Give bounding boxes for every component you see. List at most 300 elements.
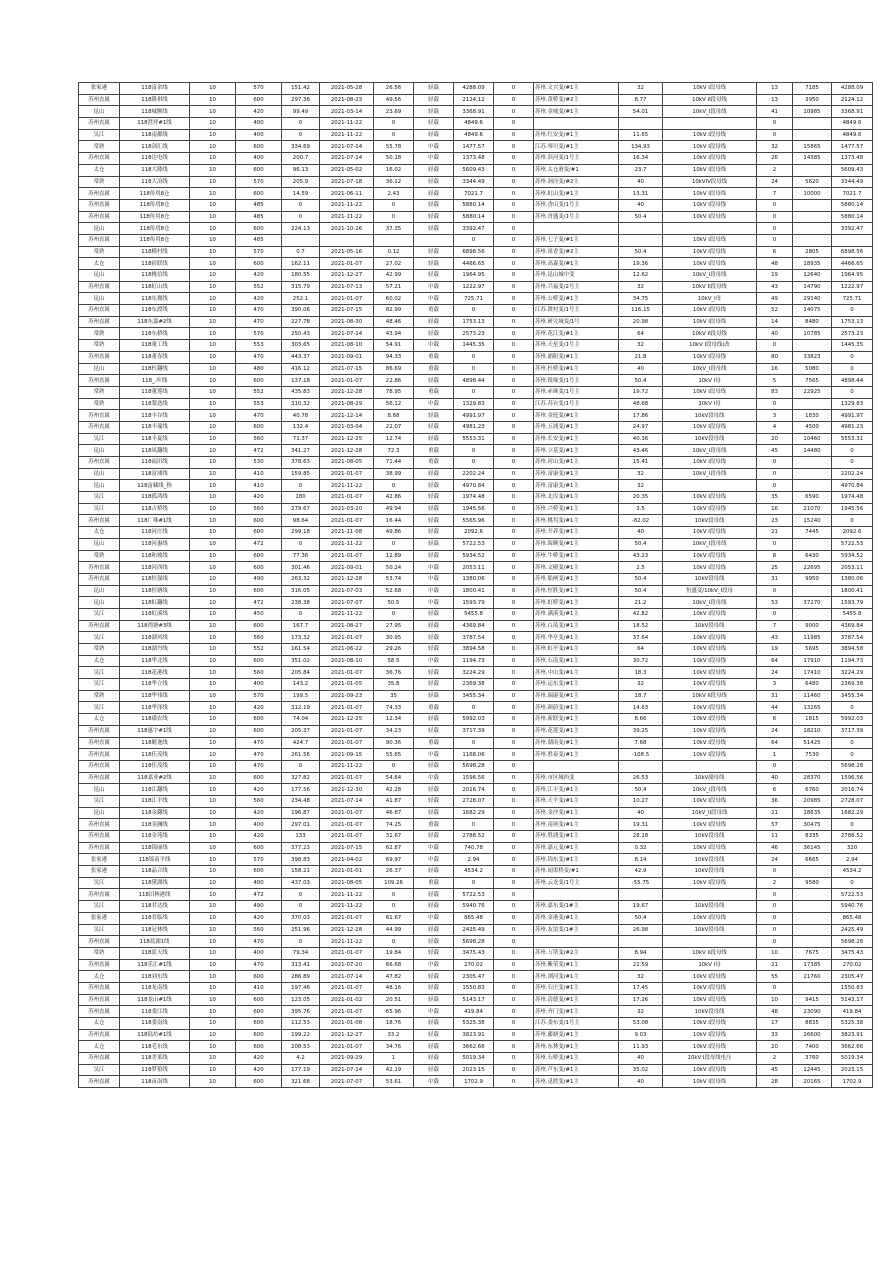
cell-region: 苏州直属 [79, 994, 120, 1006]
table-row [79, 901, 873, 913]
cell-substation: 苏州.锐缘变/1号主 [534, 375, 619, 387]
cell-max-date: 2021-07-07 [320, 1076, 374, 1088]
table-row [79, 924, 873, 936]
cell-max-date: 2021-01-07 [320, 632, 374, 644]
cell-rated-current: 480 [236, 363, 282, 375]
cell-substation: 苏州.闻渠桥变/#1 [534, 866, 619, 878]
cell-load-rate: 12.74 [374, 433, 414, 445]
cell-user-count: 11 [757, 831, 793, 843]
cell-region: 吴江 [79, 877, 120, 889]
cell-rated-current: 410 [236, 468, 282, 480]
cell-line-name: 118龙山#1线 [120, 994, 190, 1006]
cell-value-zero: 0 [494, 258, 534, 270]
cell-substation: 苏州.胜泰变/#1主 [534, 749, 619, 761]
cell-region: 吴江 [79, 667, 120, 679]
cell-rated-current: 420 [236, 807, 282, 819]
cell-load-rate: 58.5 [374, 655, 414, 667]
cell-max-date: 2021-09-23 [320, 690, 374, 702]
cell-load-rate: 0 [374, 760, 414, 772]
cell-user-count: 8 [757, 550, 793, 562]
cell-main-load: 54.01 [619, 106, 663, 118]
cell-value-zero: 0 [494, 877, 534, 889]
cell-bus-name: 10kV_I段母线 [663, 538, 757, 550]
cell-line-name: 118蓝湖1线 [120, 936, 190, 948]
cell-load-rate: 42.28 [374, 784, 414, 796]
cell-main-load: 17.26 [619, 994, 663, 1006]
cell-load-rate: 33.2 [374, 1029, 414, 1041]
cell-remaining: 2305.47 [832, 971, 873, 983]
cell-load-status: 轻载 [414, 550, 454, 562]
table-row [79, 947, 873, 959]
cell-load-rate: 37.35 [374, 223, 414, 235]
cell-capacity: 6760 [793, 784, 832, 796]
cell-available-capacity: 2788.52 [454, 831, 494, 843]
cell-user-count: 24 [757, 854, 793, 866]
cell-value-zero: 0 [494, 340, 534, 352]
cell-max-current: 327.82 [282, 772, 320, 784]
cell-max-current: 424.7 [282, 737, 320, 749]
cell-line-name: 118锦丽线 [120, 842, 190, 854]
cell-load-status: 轻载 [414, 316, 454, 328]
cell-load-status: 轻载 [414, 503, 454, 515]
cell-main-load: 30.72 [619, 655, 663, 667]
cell-user-count: 19 [757, 644, 793, 656]
cell-line-name: 118娄南线 [120, 1018, 190, 1030]
cell-substation: 苏州.觅渡变/#1主 [534, 1076, 619, 1088]
cell-value-zero: 0 [494, 1006, 534, 1018]
cell-value-zero: 0 [494, 141, 534, 153]
cell-capacity: 1830 [793, 410, 832, 422]
cell-load-rate: 50.24 [374, 562, 414, 574]
cell-user-count: 0 [757, 468, 793, 480]
cell-region: 张家港 [79, 866, 120, 878]
cell-load-rate: 57.21 [374, 281, 414, 293]
cell-load-rate: 78.95 [374, 386, 414, 398]
cell-rated-current: 485 [236, 211, 282, 223]
cell-voltage: 10 [190, 1029, 236, 1041]
cell-user-count: 0 [757, 211, 793, 223]
table-row [79, 118, 873, 130]
cell-value-zero: 0 [494, 585, 534, 597]
table-row [79, 795, 873, 807]
cell-rated-current: 530 [236, 457, 282, 469]
cell-user-count: 3 [757, 679, 793, 691]
cell-bus-name: 10kV II段母线 [663, 94, 757, 106]
table-row [79, 936, 873, 948]
cell-rated-current: 420 [236, 270, 282, 282]
cell-available-capacity: 419.84 [454, 1006, 494, 1018]
cell-available-capacity: 4981.23 [454, 421, 494, 433]
cell-max-current: 199.22 [282, 1029, 320, 1041]
cell-capacity: 17385 [793, 959, 832, 971]
cell-voltage: 10 [190, 971, 236, 983]
cell-bus-name: 10kV I段母线 [663, 421, 757, 433]
cell-line-name: 118佳茂线 [120, 749, 190, 761]
cell-max-date: 2021-07-18 [320, 176, 374, 188]
cell-line-name: 118君达线 [120, 901, 190, 913]
cell-load-status: 轻载 [414, 795, 454, 807]
cell-line-name: 118乐汇#1线 [120, 959, 190, 971]
cell-substation: 苏州.文殿变/#1主 [534, 562, 619, 574]
cell-value-zero: 0 [494, 234, 534, 246]
cell-user-count: 0 [757, 889, 793, 901]
cell-available-capacity: 3662.66 [454, 1041, 494, 1053]
cell-voltage: 10 [190, 842, 236, 854]
cell-substation: 苏州.湖南变/#1主 [534, 737, 619, 749]
table-row [79, 831, 873, 843]
cell-remaining: 5934.52 [832, 550, 873, 562]
cell-voltage: 10 [190, 994, 236, 1006]
cell-max-date: 2021-11-22 [320, 129, 374, 141]
cell-rated-current: 400 [236, 877, 282, 889]
cell-max-date: 2021-11-22 [320, 199, 374, 211]
table-row [79, 608, 873, 620]
cell-max-current: 96.13 [282, 164, 320, 176]
cell-line-name: 118广珠#1线 [120, 515, 190, 527]
cell-bus-name: 10kV_I段母线 [663, 784, 757, 796]
table-row [79, 632, 873, 644]
cell-remaining: 2124.12 [832, 94, 873, 106]
cell-value-zero: 0 [494, 667, 534, 679]
cell-voltage: 10 [190, 305, 236, 317]
cell-bus-name: 10kV段母线 [663, 1006, 757, 1018]
cell-main-load: 40 [619, 807, 663, 819]
cell-remaining: 3392.47 [832, 223, 873, 235]
cell-remaining: 0 [832, 877, 873, 889]
cell-rated-current: 400 [236, 118, 282, 130]
cell-line-name: 118冠林线 [120, 924, 190, 936]
cell-max-current: 77.36 [282, 550, 320, 562]
cell-line-name: 118传用8仓 [120, 199, 190, 211]
cell-load-rate: 27.95 [374, 620, 414, 632]
cell-max-date: 2021-07-14 [320, 141, 374, 153]
cell-substation: 苏州.胜浦变/#1主 [534, 831, 619, 843]
cell-voltage: 10 [190, 328, 236, 340]
cell-voltage: 10 [190, 492, 236, 504]
cell-capacity: 9950 [793, 573, 832, 585]
cell-bus-name: 10kV I段母线电压 [663, 1053, 757, 1065]
cell-bus-name: 10kV I段母线 [663, 83, 757, 95]
cell-max-current: 133 [282, 831, 320, 843]
table-row [79, 1076, 873, 1088]
cell-available-capacity: 1702.9 [454, 1076, 494, 1088]
cell-load-rate: 36.12 [374, 176, 414, 188]
cell-rated-current: 560 [236, 503, 282, 515]
cell-max-date: 2021-01-07 [320, 819, 374, 831]
cell-value-zero: 0 [494, 468, 534, 480]
cell-substation: 苏州.友谊变/1#主 [534, 924, 619, 936]
cell-capacity [793, 164, 832, 176]
cell-substation: 苏州.兴福变/2号主 [534, 281, 619, 293]
cell-remaining: 5455.8 [832, 608, 873, 620]
cell-load-status: 轻载 [414, 1018, 454, 1030]
cell-max-date: 2021-11-22 [320, 889, 374, 901]
cell-max-date: 2021-01-08 [320, 1018, 374, 1030]
cell-region: 苏州直属 [79, 959, 120, 971]
cell-voltage: 10 [190, 889, 236, 901]
cell-max-date: 2021-07-15 [320, 842, 374, 854]
cell-main-load: 2.5 [619, 562, 663, 574]
cell-voltage: 10 [190, 153, 236, 165]
cell-capacity: 14075 [793, 305, 832, 317]
cell-capacity: 33823 [793, 351, 832, 363]
table-row [79, 492, 873, 504]
cell-load-rate: 55.65 [374, 749, 414, 761]
cell-load-status: 轻载 [414, 270, 454, 282]
cell-remaining: 5722.53 [832, 889, 873, 901]
cell-available-capacity: 865.48 [454, 912, 494, 924]
cell-main-load: 0.32 [619, 842, 663, 854]
cell-load-status: 中载 [414, 398, 454, 410]
cell-remaining: 1596.56 [832, 772, 873, 784]
cell-main-load: 24.97 [619, 421, 663, 433]
table-row [79, 351, 873, 363]
cell-main-load: 35.02 [619, 1064, 663, 1076]
cell-main-load: 43.23 [619, 550, 663, 562]
cell-line-name: 118剑汇线 [120, 141, 190, 153]
cell-region: 苏州直属 [79, 410, 120, 422]
table-row [79, 538, 873, 550]
cell-voltage: 10 [190, 819, 236, 831]
cell-load-rate: 53.74 [374, 573, 414, 585]
cell-bus-name: 10kV I段母线 [663, 994, 757, 1006]
cell-value-zero: 0 [494, 714, 534, 726]
cell-value-zero: 0 [494, 573, 534, 585]
cell-value-zero: 0 [494, 912, 534, 924]
cell-user-count: 4 [757, 421, 793, 433]
cell-substation: 苏州.浏河变/#1主 [534, 971, 619, 983]
cell-rated-current: 470 [236, 959, 282, 971]
cell-load-rate: 54.64 [374, 772, 414, 784]
cell-load-status: 中载 [414, 141, 454, 153]
cell-load-status: 重载 [414, 702, 454, 714]
cell-max-current: 167.7 [282, 620, 320, 632]
cell-max-current: 443.37 [282, 351, 320, 363]
table-row [79, 994, 873, 1006]
cell-main-load: 32 [619, 971, 663, 983]
cell-bus-name: 10kV I段母线 [663, 912, 757, 924]
cell-load-status: 重载 [414, 737, 454, 749]
cell-user-count: 0 [757, 199, 793, 211]
cell-substation: 苏州.杜桥变/#1主 [534, 363, 619, 375]
cell-line-name: 118福田线 [120, 457, 190, 469]
cell-substation: 苏州.紫荣变/#1主 [534, 959, 619, 971]
cell-line-name: 118娄江线 [120, 1006, 190, 1018]
cell-load-rate: 30.95 [374, 632, 414, 644]
cell-main-load [619, 234, 663, 246]
cell-rated-current: 600 [236, 223, 282, 235]
cell-main-load: -55.75 [619, 877, 663, 889]
cell-remaining: 5880.14 [832, 211, 873, 223]
cell-voltage: 10 [190, 597, 236, 609]
cell-region: 吴江 [79, 1064, 120, 1076]
cell-voltage: 10 [190, 877, 236, 889]
cell-available-capacity: 0 [454, 234, 494, 246]
cell-available-capacity: 2728.07 [454, 795, 494, 807]
cell-load-status: 轻载 [414, 807, 454, 819]
cell-rated-current: 420 [236, 912, 282, 924]
cell-remaining: 4991.97 [832, 410, 873, 422]
cell-region: 苏州直属 [79, 515, 120, 527]
cell-max-date: 2021-01-07 [320, 725, 374, 737]
cell-load-status: 中载 [414, 585, 454, 597]
cell-capacity: 6590 [793, 492, 832, 504]
cell-line-name: 118恒塘线 [120, 585, 190, 597]
cell-available-capacity: 5934.52 [454, 550, 494, 562]
cell-region: 苏州直属 [79, 281, 120, 293]
cell-line-name: 118达电线 [120, 153, 190, 165]
cell-value-zero: 0 [494, 760, 534, 772]
cell-max-current: 377.23 [282, 842, 320, 854]
cell-value-zero: 0 [494, 188, 534, 200]
cell-available-capacity: 7021.7 [454, 188, 494, 200]
cell-voltage: 10 [190, 340, 236, 352]
cell-user-count: 28 [757, 1076, 793, 1088]
cell-user-count: 36 [757, 795, 793, 807]
table-row [79, 129, 873, 141]
cell-capacity: 51425 [793, 737, 832, 749]
cell-voltage: 10 [190, 1041, 236, 1053]
cell-max-date: 2021-09-15 [320, 749, 374, 761]
cell-voltage: 10 [190, 293, 236, 305]
cell-bus-name: 10kV段母线 [663, 866, 757, 878]
cell-line-name: 118梨迭线 [120, 398, 190, 410]
cell-main-load: 14.63 [619, 702, 663, 714]
cell-substation: 苏州.牛桥变/#1主 [534, 550, 619, 562]
cell-available-capacity: 0 [454, 351, 494, 363]
cell-load-rate: 60.02 [374, 293, 414, 305]
table-row [79, 585, 873, 597]
cell-remaining: 0 [832, 515, 873, 527]
cell-line-name: 118君临线 [120, 912, 190, 924]
cell-rated-current: 470 [236, 760, 282, 772]
cell-region: 苏州直属 [79, 889, 120, 901]
cell-voltage: 10 [190, 503, 236, 515]
cell-max-current: 0 [282, 889, 320, 901]
cell-capacity: 3760 [793, 1053, 832, 1065]
cell-line-name: 118传用8仓 [120, 223, 190, 235]
cell-capacity [793, 924, 832, 936]
cell-region: 常熟 [79, 246, 120, 258]
cell-bus-name: 10kV I段母线 [663, 749, 757, 761]
cell-main-load: 32 [619, 281, 663, 293]
cell-bus-name: 10kV I段母线 [663, 316, 757, 328]
cell-bus-name: 10kV I段母线 [663, 199, 757, 211]
cell-line-name: 118传用8仓 [120, 211, 190, 223]
cell-line-name: 118璜农线 [120, 714, 190, 726]
cell-available-capacity: 5565.96 [454, 515, 494, 527]
cell-max-date: 2021-01-07 [320, 702, 374, 714]
cell-available-capacity: 1800.41 [454, 585, 494, 597]
cell-rated-current: 420 [236, 293, 282, 305]
cell-value-zero: 0 [494, 1064, 534, 1076]
cell-load-status: 中载 [414, 293, 454, 305]
cell-max-date: 2021-08-29 [320, 398, 374, 410]
cell-max-current: 398.83 [282, 854, 320, 866]
cell-max-date: 2021-01-07 [320, 515, 374, 527]
cell-max-date: 2021-01-05 [320, 679, 374, 691]
cell-voltage: 10 [190, 982, 236, 994]
cell-max-current: 312.19 [282, 702, 320, 714]
cell-remaining: 4466.65 [832, 258, 873, 270]
cell-available-capacity: 1380.06 [454, 573, 494, 585]
cell-capacity [793, 457, 832, 469]
cell-available-capacity: 2425.49 [454, 924, 494, 936]
cell-capacity [793, 223, 832, 235]
cell-load-rate: 16.44 [374, 515, 414, 527]
cell-remaining: 3475.43 [832, 947, 873, 959]
cell-line-name: 118_.叶线 [120, 375, 190, 387]
cell-bus-name: 10kV副母线 [663, 772, 757, 784]
cell-main-load: 8.94 [619, 947, 663, 959]
cell-load-status: 轻载 [414, 831, 454, 843]
cell-main-load: 20.35 [619, 492, 663, 504]
cell-voltage: 10 [190, 246, 236, 258]
cell-substation: 苏州.富康变/#1主 [534, 468, 619, 480]
cell-line-name: 118东拥线 [120, 293, 190, 305]
cell-rated-current: 600 [236, 164, 282, 176]
cell-bus-name: 10kV_I段母线 [663, 468, 757, 480]
cell-substation: 苏州.云龙变/1号主 [534, 877, 619, 889]
cell-line-name: 118丰谷线 [120, 410, 190, 422]
cell-rated-current: 600 [236, 421, 282, 433]
cell-capacity: 7185 [793, 83, 832, 95]
cell-max-current: 315.79 [282, 281, 320, 293]
cell-max-date: 2021-01-07 [320, 1006, 374, 1018]
table-row [79, 258, 873, 270]
cell-main-load: 40 [619, 1053, 663, 1065]
cell-rated-current: 400 [236, 819, 282, 831]
cell-load-status: 轻载 [414, 784, 454, 796]
cell-load-rate: 12.34 [374, 714, 414, 726]
cell-max-date: 2021-11-22 [320, 480, 374, 492]
cell-substation: 苏州.嘉东变/1#主 [534, 901, 619, 913]
cell-remaining: 2092.6 [832, 527, 873, 539]
cell-rated-current: 600 [236, 1029, 282, 1041]
cell-value-zero: 0 [494, 375, 534, 387]
cell-user-count: 0 [757, 118, 793, 130]
cell-value-zero: 0 [494, 982, 534, 994]
cell-user-count: 3 [757, 410, 793, 422]
cell-substation: 苏州.新联变/#1主 [534, 714, 619, 726]
cell-region: 苏州直属 [79, 982, 120, 994]
cell-region: 苏州直属 [79, 1076, 120, 1088]
cell-value-zero: 0 [494, 807, 534, 819]
table-row [79, 1018, 873, 1030]
cell-capacity [793, 199, 832, 211]
cell-max-current: 98.64 [282, 515, 320, 527]
table-row [79, 784, 873, 796]
cell-remaining: 5143.17 [832, 994, 873, 1006]
cell-available-capacity: 6898.56 [454, 246, 494, 258]
cell-load-rate: 26.37 [374, 866, 414, 878]
cell-rated-current: 600 [236, 188, 282, 200]
cell-capacity: 18635 [793, 807, 832, 819]
cell-voltage: 10 [190, 795, 236, 807]
cell-max-date: 2021-01-07 [320, 807, 374, 819]
cell-remaining: 0 [832, 457, 873, 469]
cell-main-load: 32 [619, 468, 663, 480]
cell-load-rate: 48.16 [374, 982, 414, 994]
cell-line-name: 118富藏线_指 [120, 480, 190, 492]
cell-bus-name [663, 223, 757, 235]
cell-bus-name: 10kV I段母线 [663, 877, 757, 889]
cell-capacity [793, 866, 832, 878]
cell-substation: 苏州.兴桥变/#1主 [534, 503, 619, 515]
cell-voltage: 10 [190, 351, 236, 363]
cell-value-zero: 0 [494, 176, 534, 188]
cell-capacity: 15865 [793, 141, 832, 153]
